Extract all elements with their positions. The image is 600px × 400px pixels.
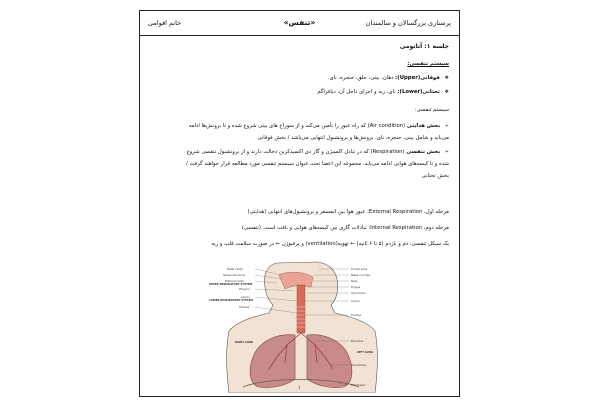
lower-label: تحتانی(Lower):	[397, 89, 440, 95]
label-pharynx: Pharynx	[239, 288, 250, 291]
label-lower-respiratory-system: LOWER RESPIRATORY SYSTEM	[209, 299, 253, 302]
respiratory-anatomy-illustration	[207, 261, 397, 393]
page-header	[140, 11, 459, 36]
label-nasal-cavity: Nasal cavity	[227, 268, 243, 271]
label-left-lung: LEFT LUNG	[357, 351, 373, 354]
label-hyoid-bone: Hyoid bone	[351, 292, 366, 295]
conduction-label: بخش هدایتی	[406, 123, 441, 129]
label-tongue: Tongue	[351, 286, 361, 289]
respiration-label: بخش تنفسی	[406, 149, 441, 155]
header-course-title: پرستاری بزرگسالان و سالمندان	[365, 19, 451, 27]
stage-two: مرحله دوم، Internal Respiration: تبادلات گازی بین کیسه‌های هوایی و بافت است. (تنفسی)	[241, 225, 449, 231]
label-larynx-left: Larynx	[241, 296, 250, 299]
subheading-plain: سیستم تنفسی:	[414, 107, 449, 113]
header-instructor: خانم اقوامی	[148, 19, 182, 27]
label-diaphragm: Diaphragm	[351, 384, 366, 387]
list-item-conduction	[150, 123, 449, 130]
label-frontal-sinus: Frontal sinus	[351, 268, 368, 271]
page-frame	[139, 10, 460, 397]
conduction-text-2: می‌یابد و شامل بینی، حنجره، نای، برونش‌ها و برونشیول انتهایی می‌باشد / بخش فوقانی	[257, 135, 449, 141]
label-nasal-conchae: Nasal conchae	[351, 274, 370, 277]
session-title: جلسه ۱: آناتومی	[399, 43, 449, 50]
label-upper-respiratory-system: UPPER RESPIRATORY SYSTEM	[209, 283, 253, 286]
label-bronchioles: Bronchioles	[351, 364, 367, 367]
label-larynx-right: Larynx	[351, 300, 360, 303]
upper-text: دهان، بینی، حلق، حنجره، نای.	[327, 75, 396, 81]
page-number: ۱	[298, 385, 301, 391]
trachea-shape	[297, 285, 305, 333]
respiration-text-3: بخش تحتانی	[421, 173, 449, 179]
label-trachea-left: Trachea	[239, 306, 250, 309]
label-external-nares: External nares	[225, 280, 244, 283]
label-bronchus: Bronchus	[351, 340, 364, 343]
subheading-respiratory-system: سیستم تنفسی:	[407, 61, 449, 67]
stage-one: مرحله اول، External Respiration: عبور هوا بین اتمسفر و برونشیول‌های انتهایی (هدایتی)	[247, 209, 449, 215]
list-item-upper	[150, 75, 449, 82]
label-trachea-right: Trachea	[351, 314, 362, 317]
label-nose: Nose	[351, 280, 358, 283]
respiration-text-1: (Respiration) که در تبادل اکسیژن و گاز دی اکسیدکربن دخالت دارند و از برونشیول تنفسی شروع	[186, 149, 407, 155]
list-item-lower	[150, 89, 449, 96]
conduction-text-1: (Air condition) که راه عبور را تأمین می‌کند و از سوراخ های بینی شروع شده و تا برونش‌ها ادامه	[188, 123, 407, 129]
upper-label: فوقانی(Upper):	[395, 75, 440, 81]
label-right-lung: RIGHT LUNG	[235, 341, 253, 344]
breathing-cycle: یک سیکل تنفسی: دم و بازدم (۵ تا ۶ ثانیه) ← تهویه(ventilation) و پرفیوژن ← در صورت سلامت قلب و ریه	[211, 241, 449, 247]
header-topic-title: «تنفس»	[283, 18, 316, 27]
respiration-text-2: شده و تا کیسه‌های هوایی ادامه می‌یابد. مجموعه این اعضا تحت عنوان سیستم تنفسی مورد مطالعه قرار خواهند گرفت /	[185, 161, 449, 167]
lower-text: نای، ریه و اجزای داخل آن، دیافراگم	[317, 89, 398, 95]
list-item-respiration	[150, 149, 449, 156]
label-sphenoidal-sinus: Sphenoidal sinus	[223, 274, 245, 277]
